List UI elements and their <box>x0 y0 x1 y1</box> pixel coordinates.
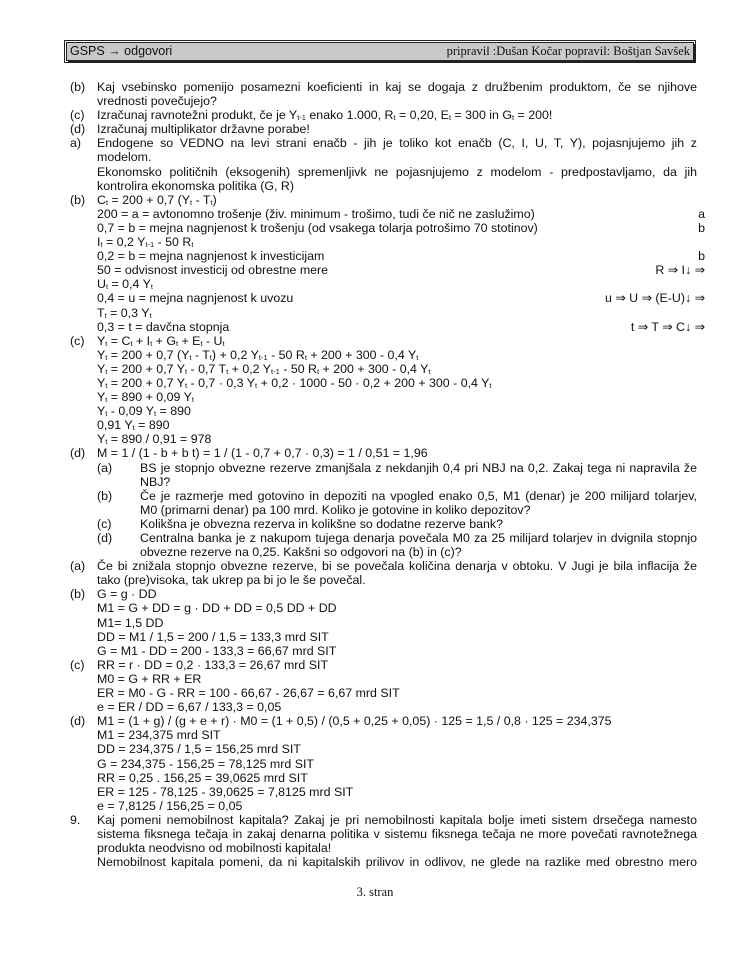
margin-note: R ⇒ I↓ ⇒ <box>655 263 705 278</box>
subscript: t <box>190 197 193 207</box>
text-line <box>70 686 697 700</box>
line-text <box>97 686 697 700</box>
item-label: (b) <box>70 80 86 94</box>
text-segment: Izračunaj multiplikator državne porabe! <box>97 122 310 137</box>
text-segment: RR = r · DD = 0,2 · 133,3 = 26,67 mrd SIT <box>97 657 329 672</box>
text-line <box>70 249 705 264</box>
line-text <box>97 630 697 644</box>
text-line <box>70 827 697 841</box>
item-label: (a) <box>97 460 113 475</box>
text-segment: Če bi znižala stopnjo obvezne rezerve, bi se povečala količina denarja v obtoku. V Jugi je bila inflacija že <box>97 559 697 574</box>
text-line <box>70 179 697 193</box>
text-line <box>70 630 697 644</box>
text-segment: 50 = odvisnost investicij od obrestne mere <box>97 263 329 278</box>
text-segment: Centralna banka je z nakupom tujega denarja povečala M0 za 25 milijard tolarjev in dvignila stopnjo <box>140 531 697 545</box>
text-segment: BS je stopnjo obvezne rezerve zmanjšala z nekdanjih 0,4 pri NBJ na 0,2. Zakaj tega ni napravila že <box>140 460 697 475</box>
subscript: t <box>304 352 307 362</box>
text-segment: 0,2 = b = mejna nagnjenost k investicijam <box>97 249 325 264</box>
line-text <box>140 489 697 503</box>
text-segment: = 200 + 0,7 Y <box>107 375 185 390</box>
line-text <box>97 742 697 756</box>
subscript: t <box>428 366 431 376</box>
line-text <box>97 714 697 728</box>
page-header <box>66 42 694 61</box>
text-segment: + 200 + 300 - 0,4 Y <box>319 361 429 376</box>
text-line <box>70 80 697 94</box>
text-segment: T <box>97 305 105 320</box>
text-line <box>70 446 697 460</box>
text-segment: ER = M0 - G - RR = 100 - 66,67 - 26,67 = 6,67 mrd SIT <box>97 686 400 701</box>
text-segment: Kolikšna je obvezna rezerva in kolikšne so dodatne rezerve bank? <box>140 516 503 531</box>
text-line <box>70 813 697 827</box>
margin-note: b <box>698 249 705 264</box>
text-line <box>70 742 697 756</box>
text-segment: Izračunaj ravnotežni produkt, če je Y <box>97 108 298 123</box>
text-line <box>70 700 697 714</box>
text-segment: = 0,4 Y <box>108 277 151 292</box>
margin-note: u ⇒ U ⇒ (E-U)↓ ⇒ <box>605 291 705 306</box>
subscript: t <box>105 409 108 419</box>
subscript: t-1 <box>297 113 306 123</box>
text-segment: e = 7,8125 / 156,25 = 0,05 <box>97 798 243 813</box>
page-number: 3. stran <box>356 885 394 899</box>
text-segment: - T <box>192 192 211 207</box>
item-label: (b) <box>70 192 86 207</box>
text-line <box>70 841 697 855</box>
text-segment: = C <box>107 333 131 348</box>
item-label: (c) <box>70 657 85 672</box>
text-segment: Y <box>97 375 106 390</box>
item-label: (d) <box>70 446 86 461</box>
text-segment: + E <box>178 333 201 348</box>
text-segment: ) <box>212 192 217 207</box>
text-line <box>70 291 705 306</box>
text-segment: 200 = a = avtonomno trošenje (živ. minimum - trošimo, tudi če nič ne zaslužimo) <box>97 206 535 221</box>
line-text <box>97 334 697 348</box>
text-segment: obvezne rezerve na 0,25. Kakšni so odgovori na (b) in (c)? <box>140 545 462 560</box>
line-text <box>97 700 697 714</box>
subscript: t-1 <box>258 352 268 362</box>
line-text <box>97 799 697 813</box>
item-label: (a) <box>70 559 86 574</box>
text-segment: + I <box>132 333 151 348</box>
line-text <box>140 531 697 545</box>
line-text <box>97 672 697 686</box>
subscript: t <box>105 338 108 348</box>
text-line <box>70 404 697 418</box>
line-text <box>97 771 697 785</box>
subscript: t <box>317 366 320 376</box>
text-segment: Nemobilnost kapitala pomeni, da ni kapitalskih prilivov in odlivov, ne glede na razlike med obrestno mero <box>97 855 697 870</box>
text-segment: kontrolira ekonomska politika (G, R) <box>97 178 294 193</box>
subscript: t <box>105 380 108 390</box>
text-segment: M = 1 / (1 - b + b t) = 1 / (1 - 0,7 + 0,7 · 0,3) = 1 / 0,51 = 1,96 <box>97 446 428 461</box>
text-segment: = 200 + 0,7 Y <box>107 361 185 376</box>
text-segment: - 0,7 · 0,3 Y <box>187 375 256 390</box>
text-segment: = 300 in G <box>451 108 513 123</box>
line-text <box>97 418 697 432</box>
text-line <box>70 559 697 573</box>
text-line <box>70 728 697 742</box>
text-segment: NBJ? <box>140 474 171 489</box>
text-segment: = 200! <box>514 108 553 123</box>
text-line <box>70 771 697 785</box>
subscript: t <box>150 282 153 292</box>
header-authors: pripravil :Dušan Kočar popravil: Boštjan Savšek <box>446 44 690 58</box>
line-text <box>97 80 697 94</box>
text-line <box>70 150 697 164</box>
subscript: t <box>100 240 103 250</box>
text-line <box>70 136 697 150</box>
subscript: t <box>184 366 188 376</box>
text-segment: M1= 1,5 DD <box>97 615 164 630</box>
margin-note: a <box>698 206 705 221</box>
subscript: t <box>150 338 153 348</box>
text-segment: 0,91 Y <box>97 418 133 433</box>
text-line <box>70 376 697 390</box>
text-line <box>70 658 697 672</box>
subscript: t <box>105 395 108 405</box>
subscript: t-1 <box>271 366 280 376</box>
text-line <box>70 432 697 446</box>
text-segment: I <box>97 235 101 250</box>
text-line <box>70 334 697 348</box>
text-line <box>70 165 697 179</box>
text-segment: Ekonomsko političnih (eksogenih) spremenljivk ne pojasnjujemo z modelom - predpostavljamo, da jih <box>97 164 697 179</box>
text-line <box>70 601 697 615</box>
line-text <box>97 150 697 164</box>
text-segment: Y <box>97 390 106 405</box>
line-text <box>97 432 697 446</box>
text-line <box>70 475 697 489</box>
text-segment: = 890 <box>156 404 191 419</box>
line-text <box>97 757 697 771</box>
text-line <box>70 757 697 771</box>
line-text <box>97 446 697 460</box>
text-line <box>70 489 697 503</box>
text-segment: vrednosti povečujejo? <box>97 94 217 109</box>
text-segment: M0 = G + RR + ER <box>97 671 202 686</box>
text-segment: G = 234,375 - 156,25 = 78,125 mrd SIT <box>97 756 314 771</box>
line-text <box>97 108 697 122</box>
line-text <box>97 855 697 869</box>
text-segment: = 890 <box>134 418 170 433</box>
text-segment: ER = 125 - 78,125 - 39,0625 = 7,8125 mrd SIT <box>97 784 354 799</box>
text-segment: Kaj pomeni nemobilnost kapitala? Zakaj je pri nemobilnosti kapitala bolje imeti sistem drsečega namesto <box>97 812 697 827</box>
text-segment: RR = 0,25 . 156,25 = 39,0625 mrd SIT <box>97 770 308 785</box>
line-text <box>97 235 697 249</box>
text-segment: M1 = G + DD = g · DD + DD = 0,5 DD + DD <box>97 601 337 616</box>
line-text <box>97 813 697 827</box>
text-line <box>70 855 697 869</box>
line-text <box>97 390 697 404</box>
text-segment: 0,7 = b = mejna nagnjenost k trošenju (od vsakega tolarja potrošimo 70 stotinov) <box>97 220 538 235</box>
text-line <box>70 220 705 235</box>
text-line <box>70 799 697 813</box>
text-segment: = 890 / 0,91 = 978 <box>107 432 212 447</box>
line-text <box>97 263 697 277</box>
line-text <box>140 517 697 531</box>
subscript: t <box>130 338 133 348</box>
header-title: GSPS → odgovori <box>70 44 173 58</box>
text-segment: Y <box>97 333 106 348</box>
subscript: t <box>191 395 194 405</box>
item-label: (d) <box>70 122 86 137</box>
line-text <box>97 136 697 150</box>
subscript: t <box>132 423 135 433</box>
line-text <box>97 207 697 221</box>
item-label: (d) <box>70 714 86 729</box>
line-text <box>97 179 697 193</box>
text-line <box>70 545 697 559</box>
document-body <box>70 80 705 870</box>
subscript: t <box>222 338 225 348</box>
text-segment: DD = 234,375 / 1,5 = 156,25 mrd SIT <box>97 742 301 757</box>
text-segment: = 200 + 0,7 (Y <box>107 347 190 362</box>
text-line <box>70 531 697 545</box>
text-line <box>70 517 697 531</box>
text-segment: M0 (primarni denar) pa 100 mrd. Koliko je gotovine in koliko depozitov? <box>140 502 531 517</box>
text-segment: - 50 R <box>279 361 317 376</box>
subscript: t <box>105 352 108 362</box>
line-text <box>97 658 697 672</box>
subscript: t <box>209 352 212 362</box>
text-segment: DD = M1 / 1,5 = 200 / 1,5 = 133,3 mrd SIT <box>97 629 329 644</box>
line-text <box>97 827 697 841</box>
subscript: t <box>191 240 194 250</box>
text-segment: Y <box>97 347 106 362</box>
text-segment: G = M1 - DD = 200 - 133,3 = 66,67 mrd SIT <box>97 643 337 658</box>
line-text <box>140 475 697 489</box>
text-line <box>70 235 697 249</box>
subscript: t <box>200 338 203 348</box>
item-label: a) <box>70 136 82 151</box>
text-segment: + G <box>152 333 176 348</box>
text-segment: enako 1.000, R <box>305 108 394 123</box>
line-text <box>97 348 697 362</box>
line-text <box>97 165 697 179</box>
text-segment: = 890 + 0,09 Y <box>107 390 192 405</box>
text-segment: e = ER / DD = 6,67 / 133,3 = 0,05 <box>97 700 282 715</box>
subscript: t <box>104 310 107 320</box>
line-text <box>97 249 697 263</box>
line-text <box>97 277 697 291</box>
item-label: (c) <box>70 333 85 348</box>
subscript: t <box>175 338 179 348</box>
subscript: t <box>105 197 109 207</box>
text-segment: Y <box>97 432 106 447</box>
text-line <box>70 616 697 630</box>
line-text <box>97 601 697 615</box>
text-segment: ) + 0,2 Y <box>211 347 259 362</box>
text-segment: G = g · DD <box>97 587 157 602</box>
text-segment: + 0,2 · 1000 - 50 · 0,2 + 200 + 300 - 0,4 Y <box>257 375 490 390</box>
subscript: t <box>226 366 229 376</box>
text-line <box>70 122 697 136</box>
line-text <box>97 362 697 376</box>
text-segment: + 0,2 Y <box>228 361 272 376</box>
item-label: (b) <box>70 587 86 602</box>
text-line <box>70 672 697 686</box>
text-line <box>70 108 697 122</box>
subscript: t <box>255 380 258 390</box>
text-segment: Kaj vsebinsko pomenijo posamezni koeficienti in kaj se dogaja z družbenim produktom, če se njihove <box>97 80 697 94</box>
line-text <box>140 461 697 475</box>
line-text <box>97 841 697 855</box>
subscript: t <box>393 113 396 123</box>
text-line <box>70 277 697 291</box>
subscript: t <box>105 282 109 292</box>
text-line <box>70 587 697 601</box>
text-segment: - 50 R <box>267 347 305 362</box>
subscript: t <box>448 113 452 123</box>
text-segment: - U <box>202 333 223 348</box>
text-segment: = 0,3 Y <box>106 305 150 320</box>
line-text <box>97 193 697 207</box>
line-text <box>97 221 697 235</box>
item-label: (d) <box>97 531 113 545</box>
line-text <box>97 785 697 799</box>
text-segment: sistema fiksnega tečaja in zakaj denarna politika v sistemu fiksnega tečaja ne more povečati ravnotežnega <box>97 826 697 841</box>
subscript: t <box>512 113 515 123</box>
subscript: t <box>149 310 152 320</box>
subscript: t <box>210 197 213 207</box>
text-line <box>70 348 697 362</box>
subscript: t <box>416 352 419 362</box>
line-text <box>97 94 697 108</box>
margin-note: t ⇒ T ⇒ C↓ ⇒ <box>630 319 705 334</box>
text-line <box>70 418 697 432</box>
text-segment: - 0,09 Y <box>107 404 154 419</box>
line-text <box>97 644 697 658</box>
text-line <box>70 503 697 517</box>
subscript: t <box>105 437 108 447</box>
text-segment: - 50 R <box>154 235 192 250</box>
subscript: t <box>189 352 192 362</box>
text-segment: 0,4 = u = mejna nagnjenost k uvozu <box>97 291 294 306</box>
subscript: t <box>184 380 188 390</box>
line-text <box>97 306 697 320</box>
text-line <box>70 362 697 376</box>
line-text <box>97 728 697 742</box>
text-segment: M1 = (1 + g) / (g + e + r) · M0 = (1 + 0,5) / (0,5 + 0,25 + 0,05) · 125 = 1,5 / 0,8 · 125 = 234,375 <box>97 714 612 729</box>
item-label: (c) <box>70 108 85 123</box>
text-segment: - T <box>191 347 210 362</box>
text-segment: = 200 + 0,7 (Y <box>108 192 191 207</box>
line-text <box>97 320 697 334</box>
text-line <box>70 573 697 587</box>
text-segment: - 0,7 T <box>187 361 227 376</box>
text-line <box>70 644 697 658</box>
item-label: (c) <box>97 516 112 531</box>
text-segment: modelom. <box>97 150 152 165</box>
text-line <box>70 390 697 404</box>
subscript: t <box>105 366 108 376</box>
line-text <box>97 616 697 630</box>
line-text <box>97 559 697 573</box>
line-text <box>140 545 697 559</box>
text-segment: Če je razmerje med gotovino in depoziti na vpogled enako 0,5, M1 (denar) je 200 milijard tolarjev, <box>140 488 697 503</box>
text-line <box>70 785 697 799</box>
text-segment: Y <box>97 404 106 419</box>
margin-note: b <box>698 220 705 235</box>
text-line <box>70 319 705 334</box>
text-segment: Endogene so VEDNO na levi strani enačb - jih je toliko kot enačb (C, I, U, T, Y), pojasnjujemo jih z <box>97 136 697 151</box>
text-segment: M1 = 234,375 mrd SIT <box>97 728 221 743</box>
text-segment: produkta neodvisno od mobilnosti kapitala! <box>97 841 332 856</box>
text-segment: C <box>97 192 106 207</box>
text-segment: = 0,20, E <box>395 108 449 123</box>
line-text <box>140 503 697 517</box>
text-line <box>70 206 705 221</box>
text-segment: Y <box>97 361 106 376</box>
line-text <box>97 122 697 136</box>
item-label: 9. <box>70 812 81 827</box>
text-segment: tako (pre)visoka, tak ukrep pa bi jo le še povečal. <box>97 573 366 588</box>
text-line <box>70 461 697 475</box>
text-line <box>70 263 705 278</box>
line-text <box>97 376 697 390</box>
subscript: t <box>153 409 157 419</box>
item-label: (b) <box>97 488 113 503</box>
text-line <box>70 714 697 728</box>
text-line <box>70 193 697 207</box>
line-text <box>97 404 697 418</box>
text-line <box>70 94 697 108</box>
text-segment: 0,3 = t = davčna stopnja <box>97 319 230 334</box>
text-segment: = 0,2 Y <box>102 235 146 250</box>
line-text <box>97 587 697 601</box>
subscript: t-1 <box>145 240 155 250</box>
line-text <box>97 573 697 587</box>
subscript: t <box>489 380 492 390</box>
text-segment: + 200 + 300 - 0,4 Y <box>306 347 417 362</box>
text-segment: U <box>97 277 106 292</box>
text-line <box>70 306 697 320</box>
